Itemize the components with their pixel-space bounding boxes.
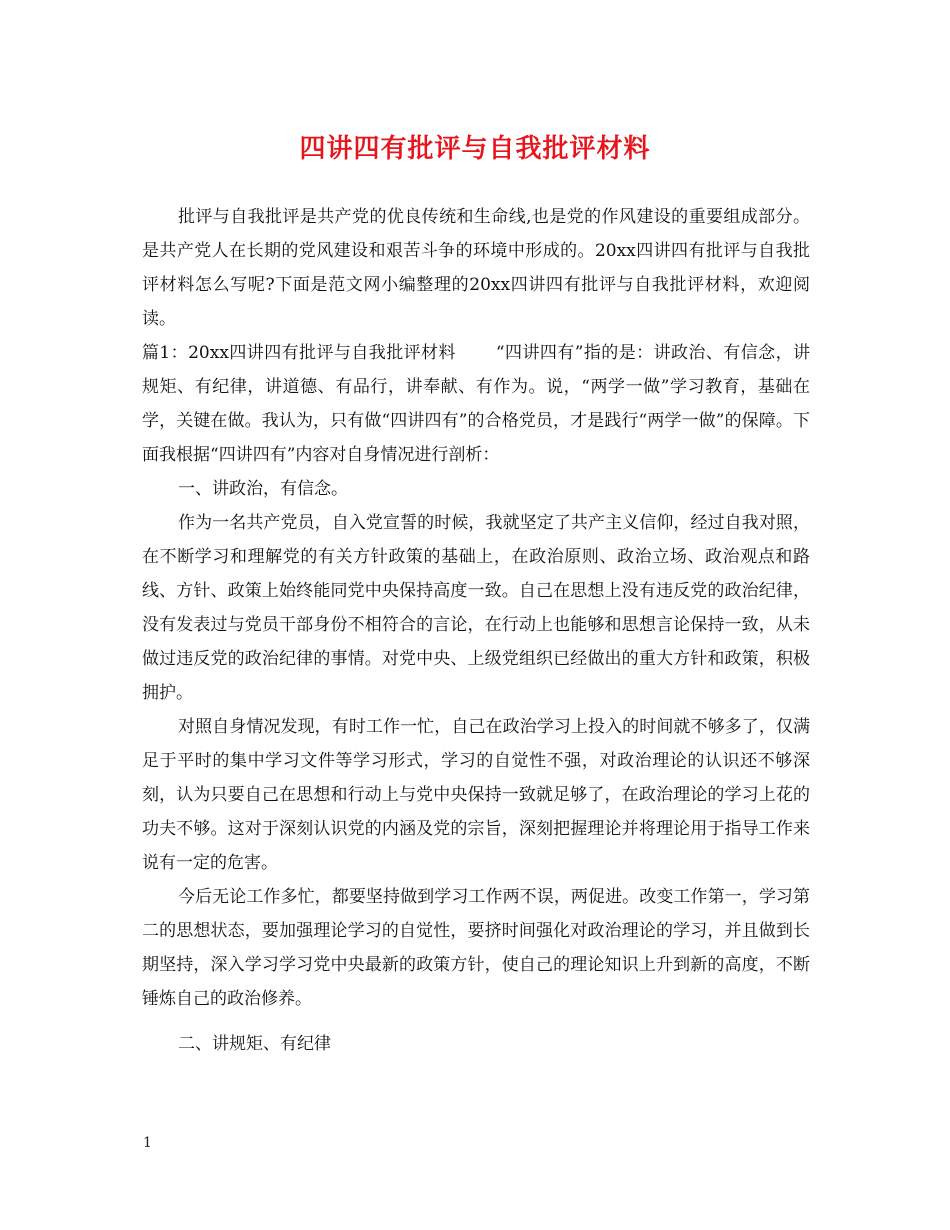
chapter-text: “四讲四有”指的是：讲政治、有信念，讲规矩、有纪律，讲道德、有品行，讲奉献、有作为。说，“两学一做”学习教育，基础在学，关键在做。我认为，只有做“四讲四有”的合格党员，才是践行“两学一做”的保障。下面我根据“四讲四有”内容对自身情况进行剖析： bbox=[142, 343, 810, 465]
chapter-label: 篇1：20xx四讲四有批评与自我批评材料 bbox=[142, 343, 456, 363]
document-title: 四讲四有批评与自我批评材料 bbox=[299, 134, 651, 164]
section-heading-one: 一、讲政治，有信念。 bbox=[178, 479, 348, 499]
paragraph-two: 对照自身情况发现，有时工作一忙，自己在政治学习上投入的时间就不够多了，仅满足于平时的集中学习文件等学习形式，学习的自觉性不强，对政治理论的认识还不够深刻，认为只要自己在思想和行动上与党中央保持一致就足够了，在政治理论的学习上花的功夫不够。这对于深刻认识党的内涵及党的宗旨，深刻把握理论并将理论用于指导工作来说有一定的危害。 bbox=[142, 717, 810, 873]
chapter-paragraph bbox=[142, 336, 810, 472]
intro-paragraph: 批评与自我批评是共产党的优良传统和生命线,也是党的作风建设的重要组成部分。是共产党人在长期的党风建设和艰苦斗争的环境中形成的。20xx四讲四有批评与自我批评材料怎么写呢?下面是范文网小编整理的20xx四讲四有批评与自我批评材料，欢迎阅读。 bbox=[142, 207, 810, 329]
paragraph-three: 今后无论工作多忙，都要坚持做到学习工作两不误，两促进。改变工作第一，学习第二的思想状态，要加强理论学习的自觉性，要挤时间强化对政治理论的学习，并且做到长期坚持，深入学习学习党中央最新的政策方针，使自己的理论知识上升到新的高度，不断锤炼自己的政治修养。 bbox=[142, 887, 810, 1009]
paragraph-one: 作为一名共产党员，自入党宣誓的时候，我就坚定了共产主义信仰，经过自我对照，在不断学习和理解党的有关方针政策的基础上，在政治原则、政治立场、政治观点和路线、方针、政策上始终能同党中央保持高度一致。自己在思想上没有违反党的政治纪律，没有发表过与党员干部身份不相符合的言论，在行动上也能够和思想言论保持一致，从未做过违反党的政治纪律的事情。对党中央、上级党组织已经做出的重大方针和政策，积极拥护。 bbox=[142, 513, 810, 703]
section-heading-two: 二、讲规矩、有纪律 bbox=[178, 1034, 331, 1054]
document-body bbox=[142, 200, 810, 1061]
page-number: 1 bbox=[143, 1135, 152, 1151]
